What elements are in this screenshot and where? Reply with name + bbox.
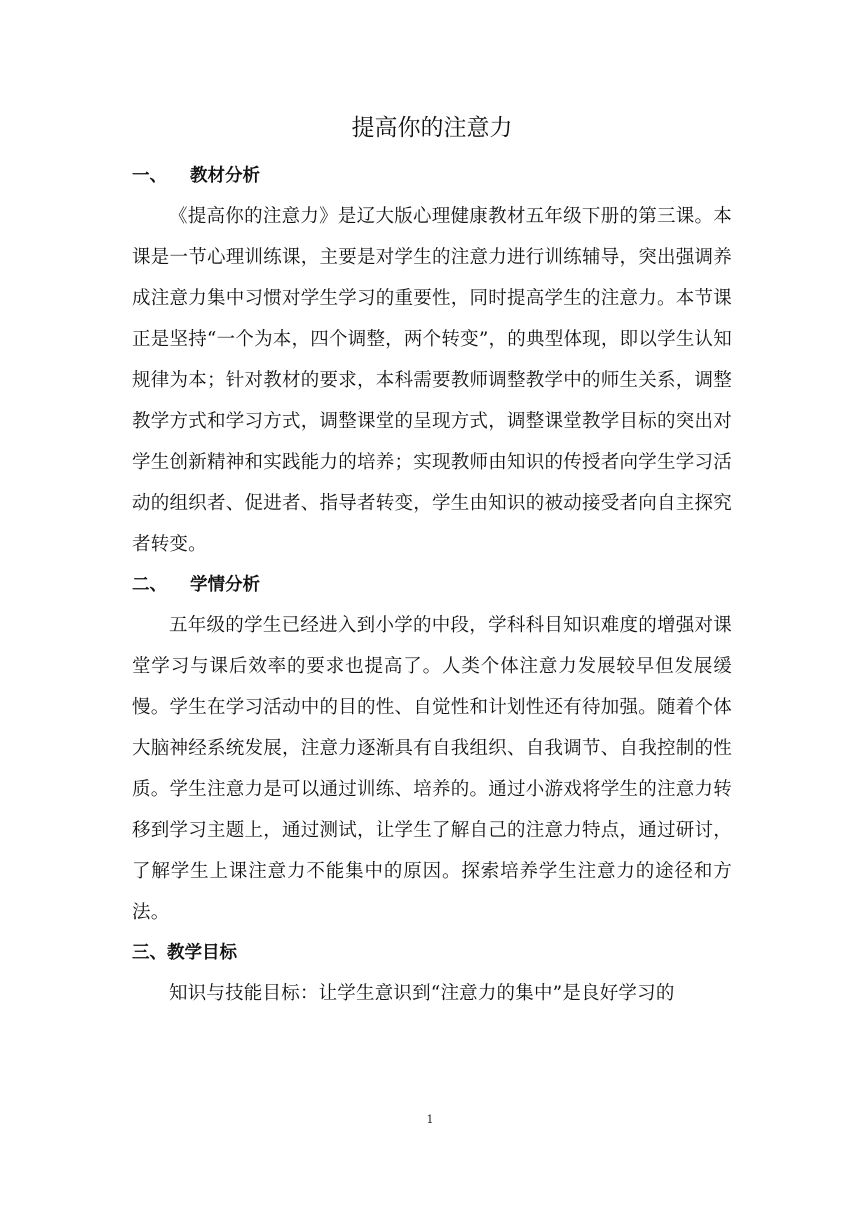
- document-page: [132, 108, 732, 1014]
- document-title: 提高你的注意力: [351, 115, 513, 141]
- section-heading-3: [132, 935, 732, 971]
- section-number: 一、: [132, 166, 167, 186]
- section-number: 二、: [132, 575, 167, 595]
- section-heading-1: [132, 158, 732, 194]
- section-heading-2: [132, 567, 732, 603]
- section-paragraph-3: 知识与技能目标：让学生意识到“注意力的集中”是良好学习的: [169, 983, 675, 1004]
- section-heading-text: 学情分析: [190, 575, 260, 595]
- section-paragraph-2: 五年级的学生已经进入到小学的中段，学科科目知识难度的增强对课堂学习与课后效率的要求也提高了。人类个体注意力发展较早但发展缓慢。学生在学习活动中的目的性、自觉性和计划性还有待加强。随着个体大脑神经系统发展，注意力逐渐具有自我组织、自我调节、自我控制的性质。学生注意力是可以通过训练、培养的。通过小游戏将学生的注意力转移到学习主题上，通过测试，让学生了解自己的注意力特点，通过研讨，了解学生上课注意力不能集中的原因。探索培养学生注意力的途径和方法。: [132, 615, 732, 923]
- page-number: 1: [426, 1113, 434, 1126]
- section-number: 三、: [132, 943, 167, 963]
- section-heading-text: 教材分析: [190, 166, 260, 186]
- section-heading-text: 教学目标: [167, 943, 237, 963]
- section-paragraph-1: 《提高你的注意力》是辽大版心理健康教材五年级下册的第三课。本课是一节心理训练课，主要是对学生的注意力进行训练辅导，突出强调养成注意力集中习惯对学生学习的重要性，同时提高学生的注意力。本节课正是坚持“一个为本，四个调整，两个转变”，的典型体现，即以学生认知规律为本；针对教材的要求，本科需要教师调整教学中的师生关系，调整教学方式和学习方式，调整课堂的呈现方式，调整课堂教学目标的突出对学生创新精神和实践能力的培养；实现教师由知识的传授者向学生学习活动的组织者、促进者、指导者转变，学生由知识的被动接受者向自主探究者转变。: [132, 206, 732, 555]
